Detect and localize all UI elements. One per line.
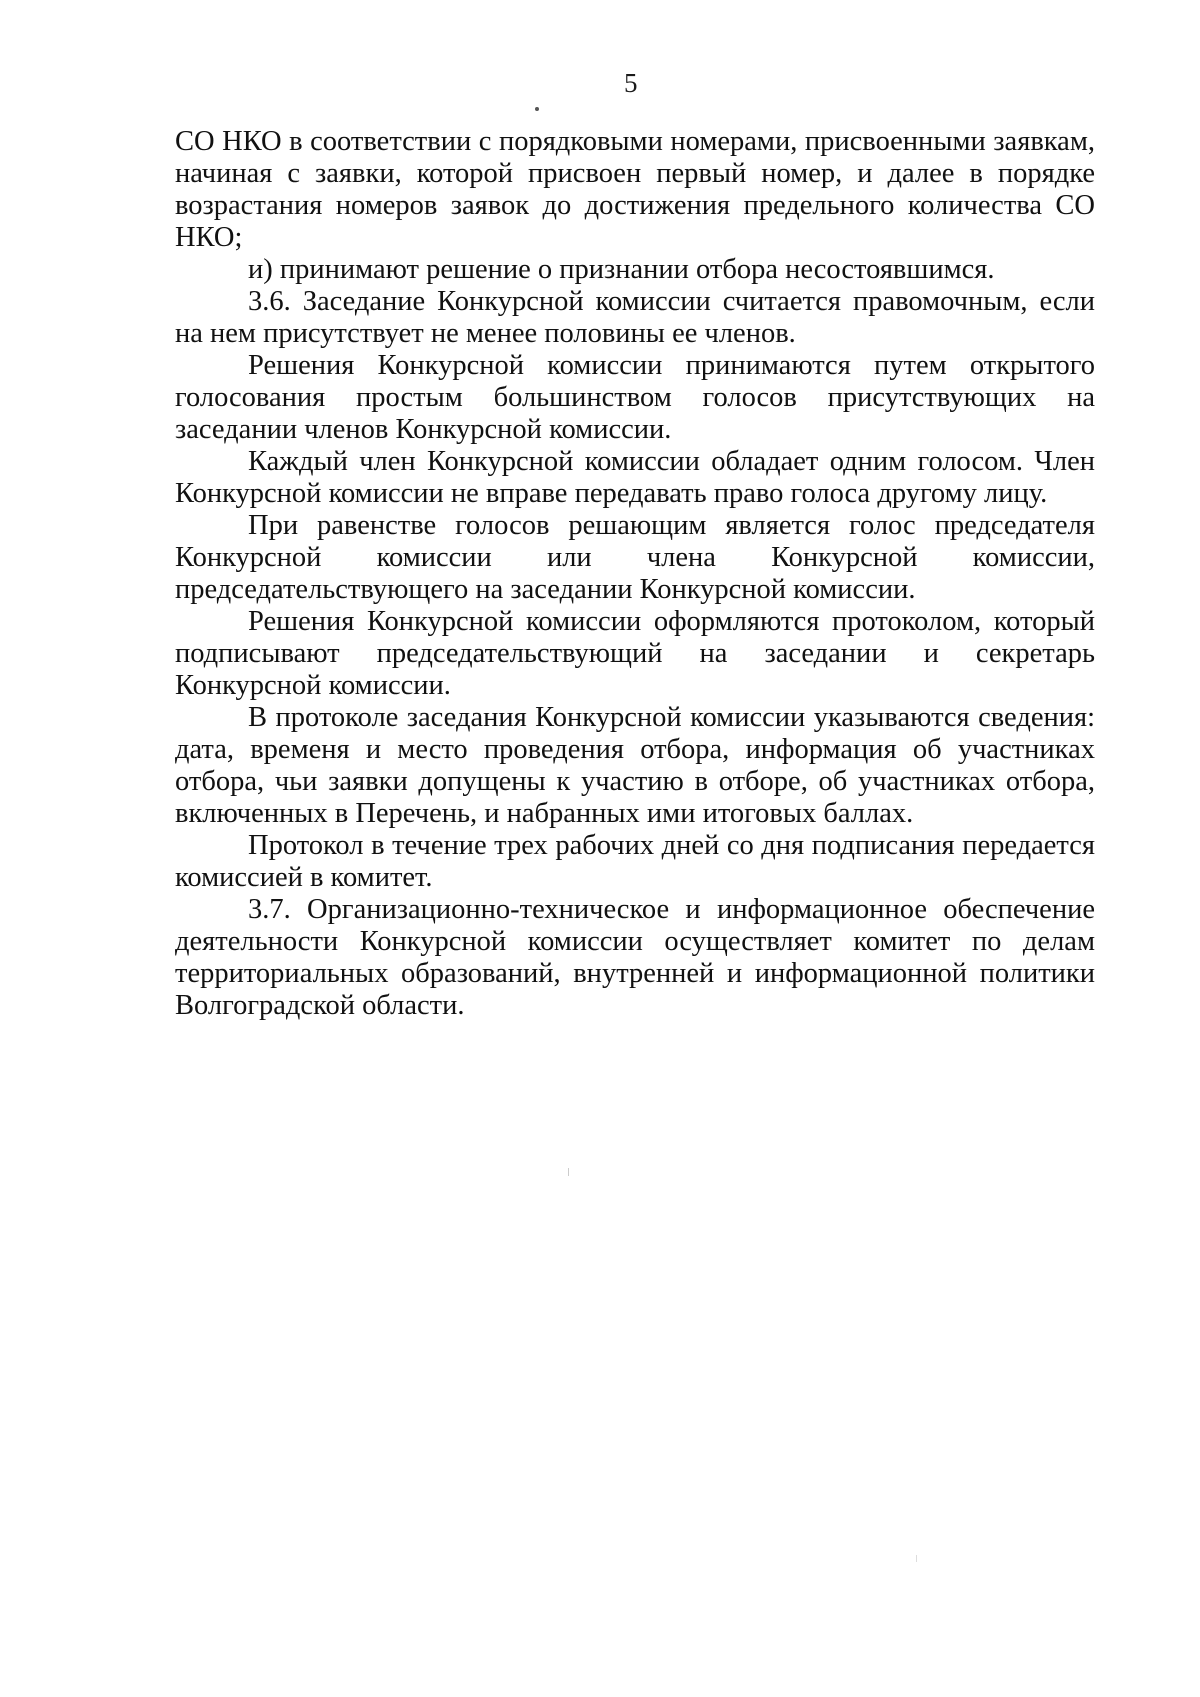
paragraph-protocol-content: В протоколе заседания Конкурсной комиссии указываются сведения: дата, временя и место проведения отбора, информация об участниках отбора, чьи заявки допущены к участию в отборе, об участниках отбора, включенных в Перечень, и набранных ими итоговых баллах.	[175, 702, 1095, 829]
document-body	[175, 126, 1095, 1022]
paragraph-3-7: 3.7. Организационно-техническое и информационное обеспечение деятельности Конкурсной комиссии осуществляет комитет по делам территориальных образований, внутренней и информационной политики Волгоградской области.	[175, 894, 1095, 1021]
paragraph-continuation: СО НКО в соответствии с порядковыми номерами, присвоенными заявкам, начиная с заявки, которой присвоен первый номер, и далее в порядке возрастания номеров заявок до достижения предельного количества СО НКО;	[175, 126, 1095, 253]
scan-mark	[568, 1168, 569, 1176]
paragraph-protocol-transfer: Протокол в течение трех рабочих дней со дня подписания передается комиссией в комитет.	[175, 830, 1095, 893]
paragraph-decisions: Решения Конкурсной комиссии принимаются путем открытого голосования простым большинством голосов присутствующих на заседании членов Конкурсной комиссии.	[175, 350, 1095, 445]
paragraph-3-6: 3.6. Заседание Конкурсной комиссии считается правомочным, если на нем присутствует не менее половины ее членов.	[175, 286, 1095, 349]
scan-mark	[535, 107, 539, 111]
scan-mark	[916, 1555, 917, 1562]
paragraph-protocol-signing: Решения Конкурсной комиссии оформляются протоколом, который подписывают председательствующий на заседании и секретарь Конкурсной комиссии.	[175, 606, 1095, 701]
page-number: 5	[624, 68, 638, 98]
paragraph-votes: Каждый член Конкурсной комиссии обладает одним голосом. Член Конкурсной комиссии не вправе передавать право голоса другому лицу.	[175, 446, 1095, 509]
paragraph-item-i: и) принимают решение о признании отбора несостоявшимся.	[248, 254, 995, 285]
paragraph-equality: При равенстве голосов решающим является голос председателя Конкурсной комиссии или члена Конкурсной комиссии, председательствующего на заседании Конкурсной комиссии.	[175, 510, 1095, 605]
